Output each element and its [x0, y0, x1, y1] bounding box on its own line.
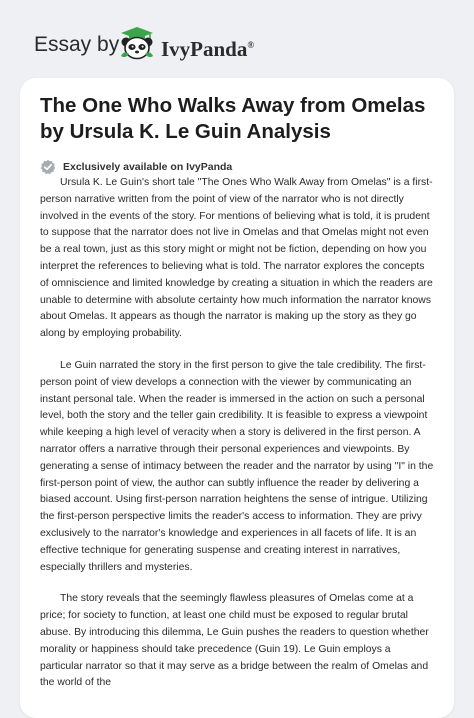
- site-header: [0, 0, 474, 78]
- exclusive-badge: [40, 158, 232, 176]
- essay-title: The One Who Walks Away from Omelas by Ursula K. Le Guin Analysis: [40, 94, 426, 143]
- essay-body: [40, 175, 435, 707]
- essay-card: [20, 78, 454, 718]
- check-badge-icon: [40, 159, 56, 175]
- paragraph: Ursula K. Le Guin's short tale "The Ones Who Walk Away from Omelas" is a first-person narrative written from the point of view of the narrator who is not directly involved in the events of the story. For mentions of believing what is told, it is prudent to suppose that the narrator does not live in Omelas and that Omelas might not even be a real town, just as this story might or might not be fiction, depending on how you interpret the references to believing what is told. The narrator explores the concepts of omniscience and limited knowledge by creating a situation in which the readers are unable to determine with absolute certainty how much information the narrator knows about Omelas. It appears as though the narrator is making up the story as they go along by employing probability.: [40, 177, 433, 340]
- exclusive-badge-label: Exclusively available on IvyPanda: [63, 161, 233, 173]
- paragraph: The story reveals that the seemingly flawless pleasures of Omelas come at a price; for society to function, at least one child must be exposed to regular brutal abuse. By introducing this dilemma, Le Guin pushes the readers to question whether morality or happiness should take precedence (Guin 19). Le Guin employs a particular narrator so that it may serve as a bridge between the realm of Omelas and the world of the: [40, 593, 429, 689]
- ivypanda-logo-text[interactable]: IvyPanda®: [161, 37, 255, 61]
- essay-by-label: Essay by: [34, 33, 120, 56]
- panda-graduate-icon[interactable]: [117, 26, 157, 60]
- paragraph: Le Guin narrated the story in the first person to give the tale credibility. The first-person point of view develops a connection with the viewer by communicating an instant personal tale. When the reader is immersed in the action on such a personal level, both the story and the teller gain credibility. It is feasible to express a viewpoint while keeping a high level of veracity when a story is delivered in the first person. A narrator offers a narrative through their personal experiences and viewpoints. By generating a sense of intimacy between the reader and the narrator by using "I" in the first-person point of view, the author can subtly influence the reader by delivering a biased account. Using first-person narration heightens the sense of intrigue. Utilizing the first-person perspective limits the reader's access to information. They are privy exclusively to the narrator's knowledge and experiences in all facets of life. It is an effective technique for generating suspense and creating interest in narratives, especially thrillers and mysteries.: [40, 359, 434, 573]
- registered-mark: ®: [247, 40, 255, 50]
